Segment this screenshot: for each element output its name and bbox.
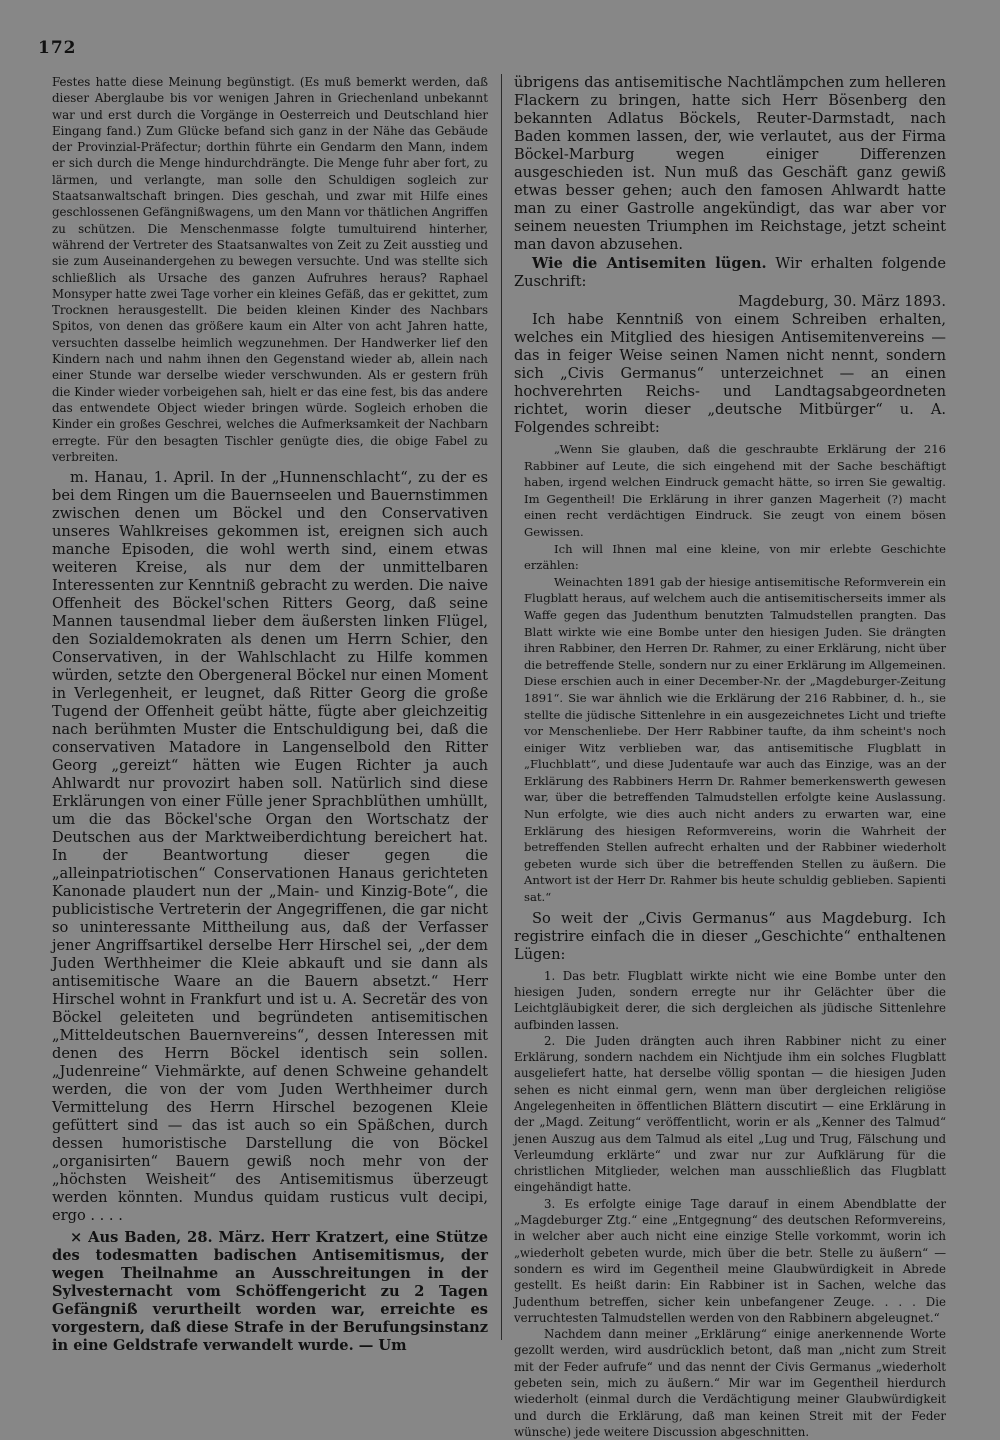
- left-column: [52, 74, 488, 1356]
- right-column: [514, 74, 946, 1440]
- article-continuation: übrigens das antisemitische Nachtlämpchen zum helleren Flackern zu bringen, hatte sich Herr Bösenberg den bekannten Adlatus Böckels, Reuter-Darmstadt, nach Baden kommen lassen, der, wie verlautet, aus der Firma Böckel-Marburg wegen einiger Differenzen ausgeschieden ist. Nun muß das Geschäft ganz gewiß etwas besser gehen; auch den famosen Ahlwardt hatte man zu einer Gastrolle angekündigt, das war aber vor seinem neuesten Triumphen im Reichstage, jetzt scheint man davon abzusehen.: [514, 74, 946, 253]
- article-hanau: m. Hanau, 1. April. In der „Hunnenschlacht“, zu der es bei dem Ringen um die Bauernseelen und Bauernstimmen zwischen denen um Böckel und den Conservativen unseres Wahlkreises gekommen ist, ereignen sich auch manche Episoden, die wohl werth sind, einem etwas weiteren Kreise, als nur dem der unmittelbaren Interessenten zur Kenntniß gebracht zu werden. Die naive Offenheit des Böckel'schen Ritters Georg, daß seine Mannen tausendmal lieber dem äußersten linken Flügel, den Sozialdemokraten als denen um Herrn Schier, den Conservativen, in der Wahlschlacht zu Hilfe kommen würden, setzte den Obergeneral Böckel nur einen Moment in Verlegenheit, er leugnet, daß Ritter Georg die große Tugend der Offenheit geübt hätte, fügte aber gleichzeitig nach berühmten Muster die Entschuldigung bei, daß die conservativen Matadore in Langenselbold den Ritter Georg „gereizt“ hätten wie Eugen Richter ja auch Ahlwardt nur provozirt haben soll. Natürlich sind diese Erklärungen von einer Fülle jener Sprachblüthen umhüllt, um die das Böckel'sche Organ den Wortschatz der Deutschen aus der Marktweiberdichtung bereichert hat. In der Beantwortung dieser gegen die „alleinpatriotischen“ Conservationen Hanaus gerichteten Kanonade plaudert nun der „Main- und Kinzig-Bote“, die publicistische Vertreterin der Angegriffenen, die gar nicht so uninteressante Mittheilung aus, daß der Verfasser jener Angriffsartikel derselbe Herr Hirschel sei, „der dem Juden Werthheimer die Kleie abkauft und sie dann als antisemitische Waare an die Bauern absetzt.“ Herr Hirschel wohnt in Frankfurt und ist u. A. Secretär des von Böckel geleiteten und begründeten antisemitischen „Mitteldeutschen Bauernvereins“, dessen Interessen mit denen des Herrn Böckel identisch sein sollen. „Judenreine“ Viehmärkte, auf denen Schweine gehandelt werden, die von der vom Juden Werthheimer durch Vermittelung des Herrn Hirschel bezogenen Kleie gefüttert sind — das ist auch so ein Späßchen, durch dessen humoristische Darstellung die von Böckel „organisirten“ Bauern gewiß noch mehr von der „höchsten Weisheit“ des Antisemitismus überzeugt werden könnten. Mundus quidam rusticus vult decipi, ergo . . . .: [52, 469, 489, 1225]
- article-baden: × Aus Baden, 28. März. Herr Kratzert, eine Stütze des todesmatten badischen Antisemitismus, der wegen Theilnahme an Ausschreitungen in der Sylvesternacht vom Schöffengericht zu 2 Tagen Gefängniß verurtheilt worden war, erreichte es vorgestern, daß diese Strafe in der Berufungsinstanz in eine Geldstrafe verwandelt wurde. — Um: [52, 1229, 488, 1355]
- headline-rest: Wir erhalten folgende Zuschrift:: [514, 255, 947, 290]
- rebuttal-point: Nachdem dann meiner „Erklärung“ einige anerkennende Worte gezollt werden, wird ausdrücklich betont, daß man „nicht zum Streit mit der Feder aufrufe“ und das nennt der Civis Germanus „wiederholt gebeten sein, mich zu äußern.“ Mir war im Gegentheil hierdurch wiederholt (einmal durch die Verdächtigung meiner Glaubwürdigkeit und durch die Erklärung, daß man keinen Streit mit der Feder wünsche) jede weitere Discussion abgeschnitten.: [514, 1327, 946, 1439]
- quote-paragraph: Weinachten 1891 gab der hiesige antisemitische Reformverein ein Flugblatt heraus, auf welchem auch die antisemitischerseits immer als Waffe gegen das Judenthum benutzten Talmudstellen prangten. Das Blatt wirkte wie eine Bombe unter den hiesigen Juden. Sie drängten ihren Rabbiner, den Herren Dr. Rahmer, zu einer Erklärung, nicht über die betreffende Stelle, sondern nur zu einer Erklärung im Allgemeinen. Diese erschien auch in einer December-Nr. der „Magdeburger-Zeitung 1891“. Sie war ähnlich wie die Erklärung der 216 Rabbiner, d. h., sie stellte die jüdische Sittenlehre in ein ausgezeichnetes Licht und triefte vor Menschenliebe. Der Herr Rabbiner taufte, da ihm scheint's noch einiger Witz verblieben war, das antisemitische Flugblatt in „Fluchblatt“, und diese Judentaufe war auch das Einzige, was an der Erklärung des Rabbiners Herrn Dr. Rahmer bemerkenswerth gewesen war, über die betreffenden Talmudstellen erfolgte keine Auslassung. Nun erfolgte, wie dies auch nicht anders zu erwarten war, eine Erklärung des hiesigen Reformvereins, worin die Wahrheit der betreffenden Stellen aufrecht erhalten und der Rabbiner wiederholt gebeten wurde sich über die betreffenden Stellen zu äußern. Die Antwort ist der Herr Dr. Rahmer bis heute schuldig geblieben. Sapienti sat.“: [524, 574, 946, 905]
- letter-paragraph: Ich habe Kenntniß von einem Schreiben erhalten, welches ein Mitglied des hiesigen Antisemitenvereins — das in feiger Weise seinen Namen nicht nennt, sondern sich „Civis Germanus“ unterzeichnet — an einen hochverehrten Reichs- und Landtagsabgeordneten richtet, worin dieser „deutsche Mitbürger“ u. A. Folgendes schreibt:: [514, 311, 946, 436]
- column-divider: [501, 74, 502, 1340]
- rebuttal-point: 1. Das betr. Flugblatt wirkte nicht wie eine Bombe unter den hiesigen Juden, sondern erregte nur ihr Gelächter über die Leichtgläubigkeit derer, die sich dergleichen als jüdische Sittenlehre aufbinden lassen.: [514, 968, 946, 1032]
- rebuttal-point: 2. Die Juden drängten auch ihren Rabbiner nicht zu einer Erklärung, sondern nachdem ein Nichtjude ihm ein solches Flugblatt ausgeliefert hatte, hat derselbe völlig spontan — die hiesigen Juden sehen es nicht einmal gern, wenn man über dergleichen religiöse Angelegenheiten in öffentlichen Blättern discutirt — eine Erklärung in der „Magd. Zeitung“ veröffentlicht, worin er als „Kenner des Talmud“ jenen Auszug aus dem Talmud als eitel „Lug und Trug, Fälschung und Verleumdung erklärte“ und zwar nur zur Aufklärung für die christlichen Mitglieder, welchen man ausschließlich das Flugblatt eingehändigt hatte.: [514, 1033, 946, 1195]
- rebuttal-points: [514, 968, 946, 1440]
- quoted-letter: [514, 441, 946, 906]
- article-paragraph: Festes hatte diese Meinung begünstigt. (Es muß bemerkt werden, daß dieser Aberglaube bis vor wenigen Jahren in Griechenland unbekannt war und erst durch die Vorgänge in Oesterreich und Deutschland hier Eingang fand.) Zum Glücke befand sich ganz in der Nähe das Gebäude der Provinzial-Präfectur; dorthin führte ein Gendarm den Mann, indem er sich durch die Menge hindurchdrängte. Die Menge fuhr aber fort, zu lärmen, und verlangte, man solle den Schuldigen sogleich zur Staatsanwaltschaft bringen. Dies geschah, und zwar mit Hilfe eines geschlossenen Gefängnißwagens, um den Mann vor thätlichen Angriffen zu schützen. Die Menschenmasse folgte tumultuirend hinterher, während der Vertreter des Staatsanwaltes von Zeit zu Zeit ausstieg und sie zum Auseinandergehen zu bewegen versuchte. Und was stellte sich schließlich als Ursache des ganzen Aufruhres heraus? Raphael Monsyper hatte zwei Tage vorher ein kleines Gefäß, das er gekittet, zum Trocknen herausgestellt. Die beiden kleinen Kinder des Nachbars Spitos, von denen das größere kaum ein Alter von acht Jahren hatte, versuchten dasselbe heimlich wegzunehmen. Der Handwerker lief den Kindern nach und nahm ihnen den Gegenstand wieder ab, allein nach einer Stunde war derselbe wieder verschwunden. Als er gestern früh die Kinder wieder vorbeigehen sah, hielt er das eine fest, bis das andere das entwendete Object wieder bringen würde. Sogleich erhoben die Kinder ein großes Geschrei, welches die Aufmerksamkeit der Nachbarn erregte. Für den besagten Tischler genügte dies, die obige Fabel zu verbreiten.: [52, 75, 488, 464]
- response-paragraph: So weit der „Civis Germanus“ aus Magdeburg. Ich registrire einfach die in dieser „Geschichte“ enthaltenen Lügen:: [514, 909, 946, 963]
- dateline: Magdeburg, 30. März 1893.: [738, 293, 946, 310]
- headline: Wie die Antisemiten lügen.: [532, 255, 767, 272]
- page-number: 172: [38, 38, 77, 58]
- quote-paragraph: „Wenn Sie glauben, daß die geschraubte Erklärung der 216 Rabbiner auf Leute, die sich eingehend mit der Sache beschäftigt haben, irgend welchen Eindruck gemacht hätte, so irren Sie gewaltig. Im Gegentheil! Die Erklärung in ihrer ganzen Magerheit (?) macht einen recht verdächtigen Eindruck. Sie zeugt von einem bösen Gewissen.: [524, 442, 946, 539]
- quote-paragraph: Ich will Ihnen mal eine kleine, von mir erlebte Geschichte erzählen:: [524, 541, 946, 573]
- rebuttal-point: 3. Es erfolgte einige Tage darauf in einem Abendblatte der „Magdeburger Ztg.“ eine „Entgegnung“ des deutschen Reformvereins, in welcher aber auch nicht eine einzige Stelle vorkommt, worin ich „wiederholt gebeten wurde, mich über die betr. Stelle zu äußern“ — sondern es wird im Gegentheil meine Glaubwürdigkeit in Abrede gestellt. Es heißt darin: Ein Rabbiner ist in Sachen, welche das Judenthum betreffen, sicher kein unbefangener Zeuge. . . . Die verruchtesten Talmudstellen werden von den Rabbinern abgeleugnet.“: [514, 1196, 946, 1325]
